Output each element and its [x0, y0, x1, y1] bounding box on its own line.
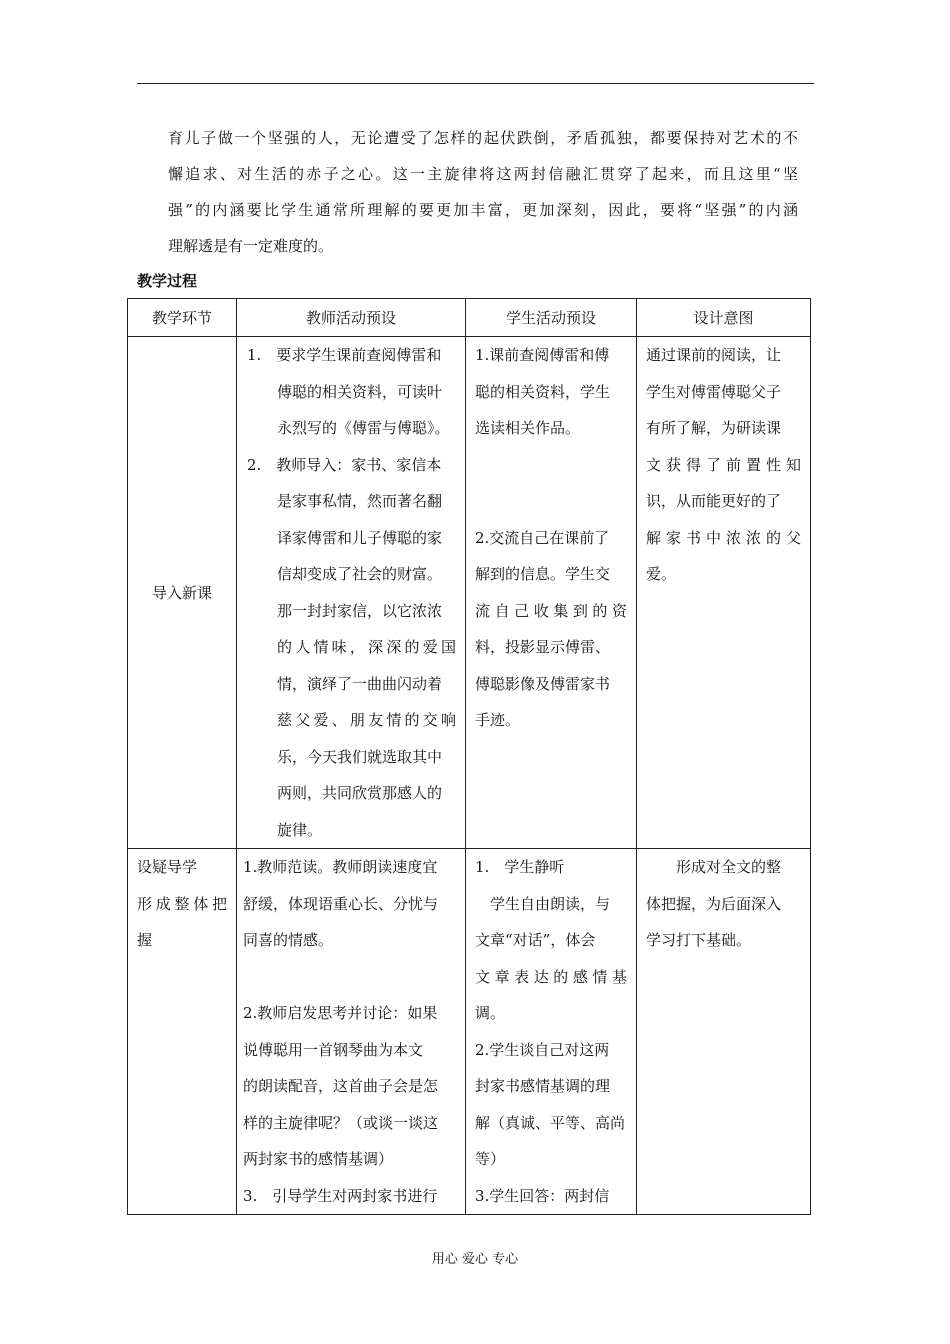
- cell-line: 流自己收集到的资: [475, 601, 627, 620]
- cell-line: 说傅聪用一首钢琴曲为本文: [243, 1040, 424, 1059]
- header-teacher: 教师活动预设: [237, 299, 466, 337]
- cell-line: 2. 教师导入：家书、家信本: [247, 455, 442, 474]
- stage-cell: [128, 337, 237, 849]
- cell-line: 识，从而能更好的了: [646, 492, 782, 510]
- header-student: 学生活动预设: [466, 299, 637, 337]
- cell-line: 两则，共同欣赏那感人的: [277, 784, 443, 802]
- cell-line: 旋律。: [277, 820, 323, 839]
- cell-spacer: [243, 959, 459, 996]
- table-header-row: [128, 299, 811, 337]
- cell-line: 料，投影显示傅雷、: [475, 638, 611, 656]
- intro-paragraph: [168, 120, 798, 264]
- table-row: [128, 849, 811, 1215]
- intent-cell: [637, 849, 811, 1215]
- cell-line: 2.交流自己在课前了: [475, 528, 610, 547]
- teacher-cell: [237, 849, 466, 1215]
- cell-line: 1.课前查阅傅雷和傅: [475, 346, 610, 364]
- header-stage: 教学环节: [128, 299, 237, 337]
- cell-line: 信却变成了社会的财富。: [277, 565, 443, 583]
- cell-line: 设疑导学: [137, 858, 198, 876]
- cell-line: 两封家书的感情基调）: [243, 1150, 394, 1168]
- cell-line: 等）: [475, 1150, 506, 1168]
- cell-line: 选读相关作品。: [475, 419, 581, 437]
- header-intent: 设计意图: [637, 299, 811, 337]
- cell-line: 手迹。: [475, 711, 521, 729]
- cell-line: 学生自由朗读，与: [475, 894, 611, 913]
- cell-line: 1. 要求学生课前查阅傅雷和: [247, 346, 442, 364]
- page-footer: 用心 爱心 专心: [431, 1252, 519, 1267]
- cell-line: 学习打下基础。: [646, 931, 752, 949]
- intro-line: 育儿子做一个坚强的人，无论遭受了怎样的起伏跌倒，矛盾孤独，都要保持对艺术的不: [168, 129, 798, 147]
- cell-line: 3. 引导学生对两封家书进行: [243, 1186, 438, 1205]
- cell-line: 调。: [475, 1004, 506, 1022]
- cell-line: 文获得了前置性知: [646, 455, 801, 474]
- cell-line: 样的主旋律呢？（或谈一谈这: [243, 1113, 439, 1132]
- cell-line: 形成对全文的整: [646, 858, 782, 876]
- stage-label: 导入新课: [151, 584, 212, 602]
- cell-spacer: [475, 447, 627, 484]
- intro-line: 懈追求、对生活的赤子之心。这一主旋律将这两封信融汇贯穿了起来，而且这里“坚: [168, 165, 798, 183]
- cell-line: 永烈写的《傅雷与傅聪》。: [277, 419, 450, 437]
- cell-line: 解（真诚、平等、高尚: [475, 1113, 626, 1132]
- cell-line: 解家书中浓浓的父: [646, 528, 801, 547]
- cell-line: 1. 学生静听: [475, 858, 565, 876]
- table-row: [128, 337, 811, 849]
- cell-line: 的人情味，深深的爱国: [277, 638, 456, 656]
- student-cell: [466, 849, 637, 1215]
- cell-line: 2.学生谈自己对这两: [475, 1040, 610, 1059]
- student-cell: [466, 337, 637, 849]
- cell-line: 乐，今天我们就选取其中: [277, 747, 443, 766]
- cell-line: 文章表达的感情基: [475, 967, 627, 986]
- teacher-cell: [237, 337, 466, 849]
- cell-line: 封家书感情基调的理: [475, 1077, 611, 1095]
- header-rule: [137, 83, 814, 84]
- cell-line: 握: [137, 931, 153, 949]
- cell-line: 傅聪的相关资料，可读叶: [277, 382, 443, 401]
- teaching-process-table: [127, 298, 811, 1215]
- cell-line: 体把握，为后面深入: [646, 894, 782, 913]
- cell-line: 译家傅雷和儿子傅聪的家: [277, 528, 443, 547]
- cell-line: 3.学生回答：两封信: [475, 1186, 610, 1205]
- cell-line: 同喜的情感。: [243, 931, 334, 949]
- cell-spacer: [475, 483, 627, 520]
- intent-cell: [637, 337, 811, 849]
- cell-line: 文章“对话”，体会: [475, 931, 596, 949]
- cell-line: 学生对傅雷傅聪父子: [646, 382, 782, 401]
- cell-line: 慈父爱、朋友情的交响: [277, 711, 456, 729]
- cell-line: 爱。: [646, 565, 677, 583]
- stage-cell: [128, 849, 237, 1215]
- cell-line: 形成整体把: [137, 894, 227, 913]
- cell-line: 2.教师启发思考并讨论：如果: [243, 1004, 438, 1022]
- intro-line: 理解透是有一定难度的。: [168, 237, 334, 255]
- cell-line: 舒缓，体现语重心长、分忧与: [243, 894, 439, 913]
- cell-line: 是家事私情，然而著名翻: [277, 492, 443, 510]
- cell-line: 那一封封家信，以它浓浓: [277, 601, 443, 620]
- cell-line: 聪的相关资料，学生: [475, 382, 611, 401]
- cell-line: 情，演绎了一曲曲闪动着: [277, 674, 443, 693]
- cell-line: 傅聪影像及傅雷家书: [475, 674, 611, 693]
- cell-line: 的朗读配音，这首曲子会是怎: [243, 1077, 439, 1095]
- cell-line: 解到的信息。学生交: [475, 565, 611, 583]
- section-title: 教学过程: [137, 272, 198, 290]
- intro-line: 强”的内涵要比学生通常所理解的要更加丰富，更加深刻，因此，要将“坚强”的内涵: [168, 201, 798, 219]
- cell-line: 通过课前的阅读，让: [646, 346, 782, 364]
- cell-line: 1.教师范读。教师朗读速度宜: [243, 858, 438, 876]
- cell-line: 有所了解，为研读课: [646, 419, 782, 437]
